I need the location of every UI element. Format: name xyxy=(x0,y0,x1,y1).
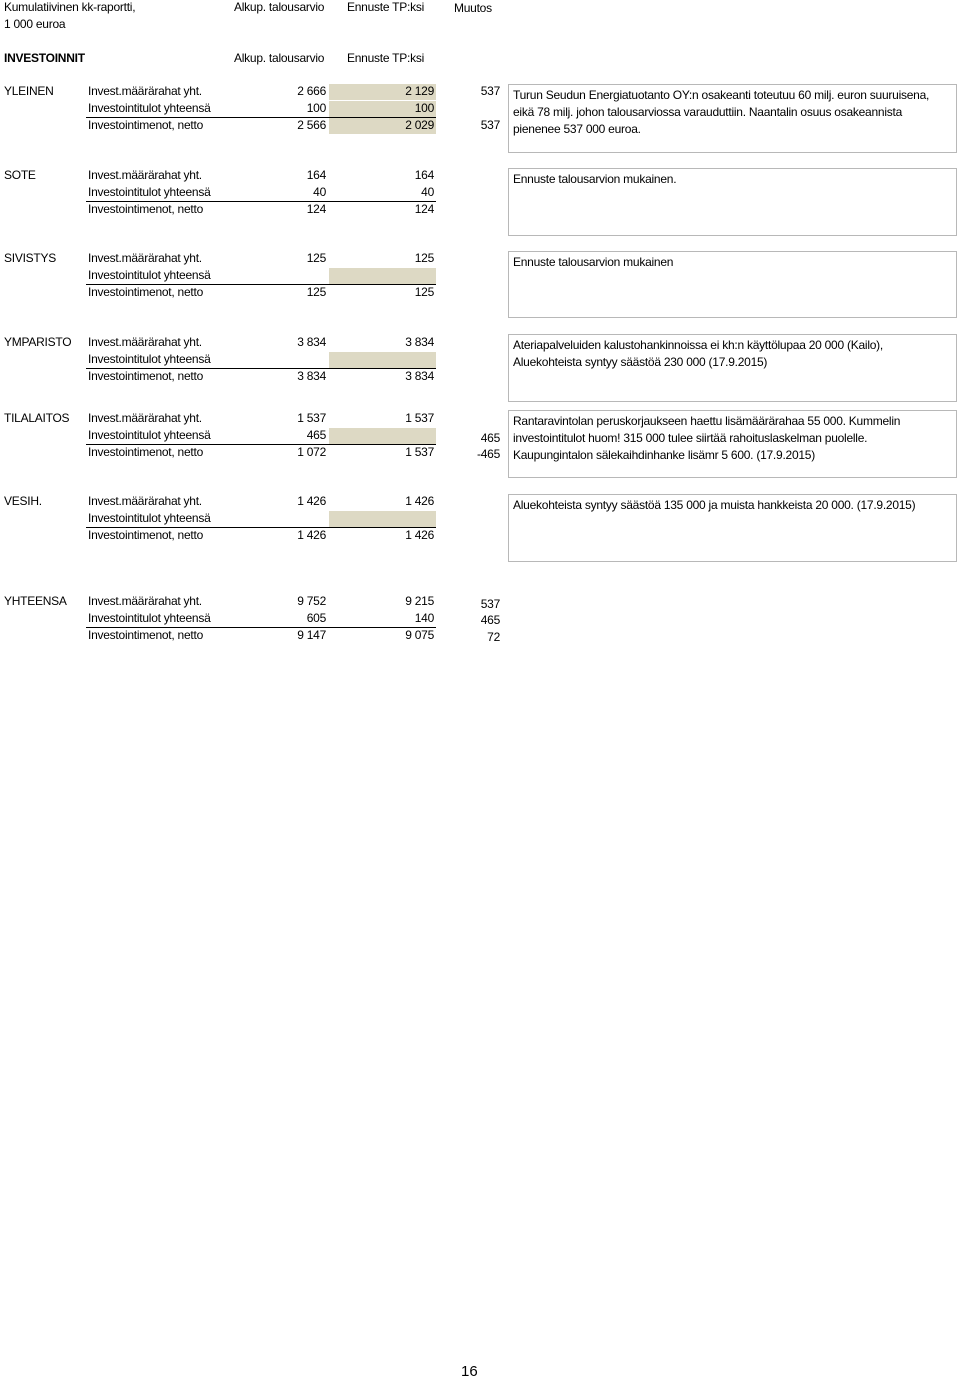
budget-value: 2 666 xyxy=(297,84,326,98)
forecast-value: 40 xyxy=(421,185,434,199)
section-name: TILALAITOS xyxy=(4,411,70,425)
total-rule xyxy=(86,117,436,118)
forecast-value: 2 029 xyxy=(405,118,434,132)
budget-value: 125 xyxy=(306,251,326,265)
forecast-value: 1 426 xyxy=(405,528,434,542)
forecast-value: 124 xyxy=(414,202,434,216)
row-label: Investointitulot yhteensä xyxy=(88,352,211,366)
budget-value: 2 566 xyxy=(297,118,326,132)
row-label: Invest.määrärahat yht. xyxy=(88,411,202,425)
forecast-value: 9 075 xyxy=(405,628,434,642)
row-label: Investointitulot yhteensä xyxy=(88,511,211,525)
budget-value: 125 xyxy=(306,285,326,299)
budget-value: 605 xyxy=(306,611,326,625)
budget-value: 124 xyxy=(306,202,326,216)
change-value: 537 xyxy=(480,84,500,98)
note-box xyxy=(508,334,957,402)
forecast-value: 125 xyxy=(414,285,434,299)
note-text: Aluekohteista syntyy säästöä 135 000 ja muista hankkeista 20 000. (17.9.2015) xyxy=(513,498,916,512)
row-label: Invest.määrärahat yht. xyxy=(88,335,202,349)
budget-value: 100 xyxy=(306,101,326,115)
total-rule xyxy=(86,627,436,628)
budget-value: 1 426 xyxy=(297,528,326,542)
note-text: Ateriapalveluiden kalustohankinnoissa ei kh:n käyttölupaa 20 000 (Kailo), Aluekohteista syntyy säästöä 230 000 (17.9.2015) xyxy=(513,338,883,369)
section-name: VESIH. xyxy=(4,494,42,508)
shaded-cell xyxy=(329,268,436,284)
forecast-value: 2 129 xyxy=(405,84,434,98)
forecast-value: 3 834 xyxy=(405,335,434,349)
total-rule xyxy=(86,444,436,445)
note-box xyxy=(508,410,957,478)
col-header-forecast: Ennuste TP:ksi xyxy=(347,0,424,14)
total-rule xyxy=(86,201,436,202)
row-label: Investointitulot yhteensä xyxy=(88,428,211,442)
note-box xyxy=(508,84,957,153)
section-name: YHTEENSA xyxy=(4,594,67,608)
note-text: Turun Seudun Energiatuotanto OY:n osakeanti toteutuu 60 milj. euron suuruisena, eikä 78 milj. johon talousarviossa varauduttiin. Naantalin osuus osakeannista pienenee 537 000 euroa. xyxy=(513,88,930,136)
row-label: Investointimenot, netto xyxy=(88,528,203,542)
change-value: 537 xyxy=(480,597,500,611)
section-name: SOTE xyxy=(4,168,36,182)
shaded-cell xyxy=(329,352,436,368)
forecast-value: 140 xyxy=(414,611,434,625)
change-value: -465 xyxy=(476,447,500,461)
note-box xyxy=(508,251,957,318)
change-value: 465 xyxy=(480,613,500,627)
forecast-value: 1 537 xyxy=(405,411,434,425)
forecast-value: 1 426 xyxy=(405,494,434,508)
total-rule xyxy=(86,527,436,528)
forecast-value: 3 834 xyxy=(405,369,434,383)
change-value: 72 xyxy=(487,630,500,644)
forecast-value: 9 215 xyxy=(405,594,434,608)
shaded-cell xyxy=(329,511,436,527)
note-box xyxy=(508,168,957,236)
row-label: Investointimenot, netto xyxy=(88,628,203,642)
row-label: Investointimenot, netto xyxy=(88,118,203,132)
report-unit: 1 000 euroa xyxy=(4,17,66,31)
forecast-value: 100 xyxy=(414,101,434,115)
budget-value: 1 072 xyxy=(297,445,326,459)
budget-value: 1 426 xyxy=(297,494,326,508)
note-text: Ennuste talousarvion mukainen. xyxy=(513,172,677,186)
total-rule xyxy=(86,368,436,369)
total-rule xyxy=(86,284,436,285)
row-label: Invest.määrärahat yht. xyxy=(88,168,202,182)
row-label: Invest.määrärahat yht. xyxy=(88,251,202,265)
section-col-forecast: Ennuste TP:ksi xyxy=(347,51,424,65)
forecast-value: 1 537 xyxy=(405,445,434,459)
row-label: Investointitulot yhteensä xyxy=(88,101,211,115)
budget-value: 465 xyxy=(306,428,326,442)
budget-value: 1 537 xyxy=(297,411,326,425)
page-number: 16 xyxy=(461,1363,478,1380)
section-name: SIVISTYS xyxy=(4,251,57,265)
forecast-value: 125 xyxy=(414,251,434,265)
note-box xyxy=(508,494,957,562)
section-title: INVESTOINNIT xyxy=(4,51,85,65)
row-label: Investointitulot yhteensä xyxy=(88,268,211,282)
budget-value: 3 834 xyxy=(297,335,326,349)
row-label: Investointimenot, netto xyxy=(88,285,203,299)
change-value: 465 xyxy=(480,431,500,445)
shaded-cell xyxy=(329,428,436,444)
note-text: Ennuste talousarvion mukainen xyxy=(513,255,674,269)
row-label: Invest.määrärahat yht. xyxy=(88,594,202,608)
row-label: Investointimenot, netto xyxy=(88,445,203,459)
col-header-budget: Alkup. talousarvio xyxy=(234,0,325,14)
report-title: Kumulatiivinen kk-raportti, xyxy=(4,0,136,14)
budget-value: 3 834 xyxy=(297,369,326,383)
col-header-change: Muutos xyxy=(454,1,492,15)
row-label: Invest.määrärahat yht. xyxy=(88,84,202,98)
section-name: YMPARISTO xyxy=(4,335,72,349)
note-text: Rantaravintolan peruskorjaukseen haettu lisämäärärahaa 55 000. Kummelin investointitulot huom! 315 000 tulee siirtää rahoituslaskelman puolelle. Kaupungintalon sälekaihdinhanke lisämr 5 600. (17.9.2015) xyxy=(513,414,901,462)
row-label: Investointimenot, netto xyxy=(88,202,203,216)
budget-value: 40 xyxy=(313,185,326,199)
budget-value: 9 147 xyxy=(297,628,326,642)
forecast-value: 164 xyxy=(414,168,434,182)
row-label: Investointitulot yhteensä xyxy=(88,611,211,625)
section-col-budget: Alkup. talousarvio xyxy=(234,51,325,65)
budget-value: 164 xyxy=(306,168,326,182)
row-label: Invest.määrärahat yht. xyxy=(88,494,202,508)
section-name: YLEINEN xyxy=(4,84,54,98)
row-label: Investointitulot yhteensä xyxy=(88,185,211,199)
budget-value: 9 752 xyxy=(297,594,326,608)
row-label: Investointimenot, netto xyxy=(88,369,203,383)
change-value: 537 xyxy=(480,118,500,132)
